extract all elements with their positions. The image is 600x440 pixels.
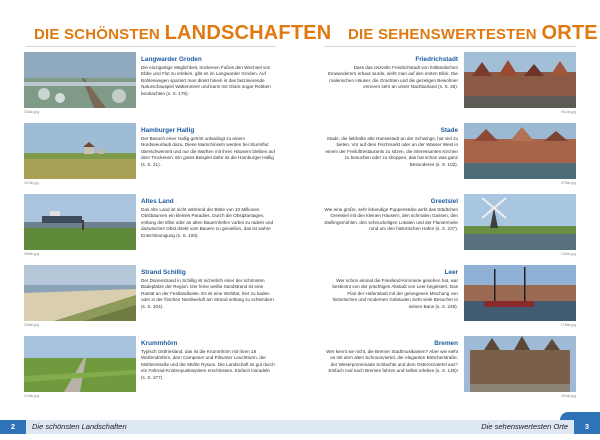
entry-text [324,198,458,233]
entry-text [141,269,275,310]
photo-altes-land [24,194,136,250]
entry-title: Stade [440,127,458,134]
entry-title: Langwarder Groden [141,56,202,63]
list-item-greetsiel [324,194,576,260]
right-page-footer [300,420,600,434]
entry-description: Stade, die liebhafte alte Hansestadt an der Schwinge, hat viel zu bieten. Vor auf dem Fischmarkt oder an der Wasser West in einem der Freiluftrestaurants zu sitzen, die interessanten Kirchen zu besuchen oder zu shoppen, das hat schon was ganz Besonderes (s. S. 102). [325,135,458,167]
list-item-langwarder-groden [24,52,282,118]
footer-section-title: Die schönsten Landschaften [32,422,127,431]
list-item-krummhoern [24,336,282,402]
heading-divider [324,46,576,47]
list-item-altes-land [24,194,282,260]
photo-credit: 200ab-jpg [560,394,576,398]
list-item-leer [324,265,576,331]
entry-title: Leer [444,269,458,276]
footer-tab [560,412,600,420]
footer-section-title: Die sehenswertesten Orte [481,422,568,431]
photo-credit: 047ab-jpg [24,181,40,185]
photo-credit: 079ab-jpg [560,181,576,185]
heading-prefix: DIE SCHÖNSTEN [34,26,160,43]
heading-prefix: DIE SEHENSWERTESTEN [348,26,537,43]
entry-title: Bremen [434,340,458,347]
entry-text [141,340,275,381]
photo-credit: 033ab-jpg [24,110,40,114]
photo-hamburger-hallig [24,123,136,179]
photo-credit: 051ab-jpg [560,110,576,114]
entry-title: Krummhörn [141,340,178,347]
heading-main: ORTE [541,22,598,44]
photo-stade [464,123,576,179]
photo-credit: 128ab-jpg [560,252,576,256]
page-number: 2 [0,420,26,434]
right-page-heading [348,22,598,45]
heading-main: LANDSCHAFTEN [164,22,332,44]
photo-krummhoern [24,336,136,392]
entry-text [141,198,275,239]
left-page-heading [34,22,331,45]
entry-description: Typisch Ostfriesland, das ist die Krummhörn mit ihren 18 Warfendörfern, dem Campener und Pilsumer Leuchtturm, der Mühlenstraße und der Mühle Rysum. Die Landschaft ist gut durch ein Fahrrad-Knotenpunktsystem erschlossen. Einfach losradeln (s. S. 277). [141,348,275,380]
entry-text [324,269,458,310]
right-page [300,0,600,440]
photo-langwarder-groden [24,52,136,108]
photo-leer [464,265,576,321]
entry-description: Wie eine große, sehr lebendige Puppenstube wirkt das Städtchen Greetsiel mit den kleinen Häusern, den schmalen Gassen, den Zwillingsmühlen, den schnuckeligen Lokalen und der Flaniermeile rund um den historischen Hafen (s. S. 237). [324,206,458,232]
left-page-footer [0,420,300,434]
entry-text [324,127,458,168]
entry-text [141,127,275,168]
photo-bremen [464,336,576,392]
heading-divider [26,46,276,47]
photo-credit: 089ab-jpg [24,252,40,256]
entry-title: Greetsiel [430,198,458,205]
entry-description: Wer schon einmal die Friesland-Kimmerie gesehen hat, war bestimmt von der prächtigen Altstadt von Leer begeistert. Das Flair der Hafenstadt mit der gelungenen Mischung von historischen und modernen Gebäuden zieht viele Besucher in seinen Bann (s. S. 248). [332,277,458,309]
photo-credit: 155ab-jpg [24,323,40,327]
entry-text [324,340,458,375]
entry-description: Das Alte Land ist nicht während der Blüte von 10 Millionen Obstbäumen ein kleines Paradies. Durch die Obstplantagen, entlang der Elbe oder an alten Bauernhöfen vorbei zu radeln und dazwischen Obst direkt vom Bauern zu genießen, das ist wahre Entschleunigung (s. S. 100). [141,206,274,238]
list-item-strand-schillig [24,265,282,331]
photo-greetsiel [464,194,576,250]
photo-strand-schillig [24,265,136,321]
entry-description: Der Dünenstrand in Schillig ist sicherlich einer der schönsten Badeplätze der Region. Der feine weiße Sandstrand ist eine Rarität an der Festlandküste. Es ist eine Wohltat, hier zu baden oder in der frischen Nordseeluft am Strand entlang zu schlendern (s. S. 204). [141,277,274,309]
entry-description: Dass das reizvolle Friedrichstadt von holländischen Einwanderern erbaut wurde, sieht man auf den ersten Blick. Die malerischen Häuser, die Grachten und die gezeligen Bewohner erinnern sehr an unser Nachbarland (s. S. 36). [328,64,458,90]
list-item-hamburger-hallig [24,123,282,189]
entry-description: Die einzigartige Möglichkeit, trockenen Fußes den Wechsel von Ebbe und Flut zu erleben, gibt es im Langwarder Groden. Auf Bohlenwegen spaziert man direkt hinein in das faszinierende Naturschauspiel Wattenmeer und kann mit Glück sogar Robben beobachten (s. S. 175). [141,64,271,96]
photo-credit: 178ab-jpg [560,323,576,327]
entry-title: Strand Schillig [141,269,186,276]
photo-credit: 216ab-jpg [24,394,40,398]
entry-description: Wer kennt sie nicht, die Bremer Stadtmusikanten? Aber wie sieht es mit dem alten Schnoorviertel, der eleganten Böttcherstraße, der Weserpromenade Schlachte und dem Osterorzviertel aus? Einfach mal nach Bremen fahren und selbst erleben (s. S. 145)! [326,348,458,374]
list-item-friedrichstadt [324,52,576,118]
entry-title: Friedrichstadt [415,56,458,63]
entry-title: Altes Land [141,198,174,205]
entry-description: Der Besuch einer Hallig gehört unbedingt zu einem Nordseeurlaub dazu. Diese Marschinseln werden bei Sturmflut überschwemmt und nur die Warften mit ihren Häusern bleiben auf dem Trockenen. Ein gutes Beispiel dafür ist die Hamburger Hallig (s. S. 21). [141,135,275,167]
list-item-bremen [324,336,576,402]
entry-title: Hamburger Hallig [141,127,195,134]
page-number: 3 [574,420,600,434]
entry-text [324,56,458,91]
entry-text [141,56,275,97]
photo-friedrichstadt [464,52,576,108]
list-item-stade [324,123,576,189]
